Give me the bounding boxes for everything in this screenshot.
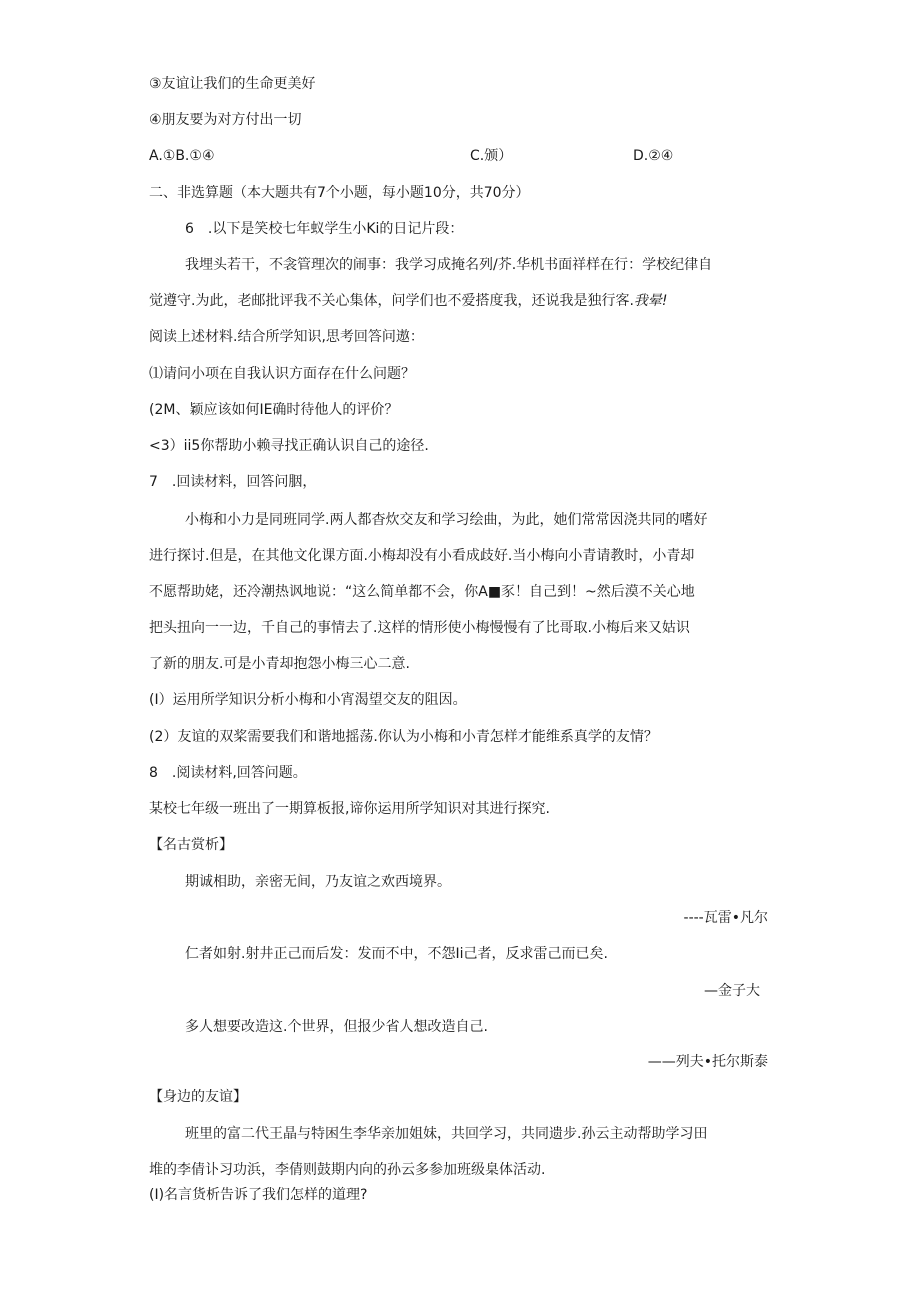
question-7-sub-1: (I）运用所学知识分析小梅和小宵渴望交友的阻因。 <box>149 692 467 708</box>
question-7-paragraph: 不愿帮助姥，还冷潮热讽地说：“这么简单都不会，你A■豕！自己到！~然后漠不关心地 <box>149 584 695 600</box>
section-heading-friendship: 【身边的友谊】 <box>149 1089 247 1105</box>
question-8-paragraph: 堆的李倩讣习功浜，李倩则鼓期内向的孙云多参加班级臬体活动. <box>149 1162 546 1178</box>
quote-1: 期诚相助，亲密无间，乃友谊之欢西境界。 <box>185 874 451 890</box>
option-line-3: ③友谊让我们的生命更美好 <box>149 76 316 92</box>
question-7-paragraph: 进行探讨.但是，在其他文化课方面.小梅却没有小看成歧好.当小梅向小青请教时，小青却 <box>149 548 695 564</box>
question-8-intro: 某校七年级一班出了一期算板报,谛你运用所学知识对其进行探究. <box>149 801 550 817</box>
choice-c: C.颁） <box>470 148 513 164</box>
question-6-sub-2: (2M、颖应该如何IE确时待他人的评价？ <box>149 402 399 418</box>
question-7-paragraph: 了新的朋友.可是小青却抱怨小梅三心二意. <box>149 656 410 672</box>
question-6-paragraph <box>149 291 668 311</box>
option-line-4: ④朋友要为对方付出一切 <box>149 112 302 128</box>
question-7-paragraph: 把头扭向一一边，千自己的事情去了.这样的情形使小梅慢慢有了比哥取.小梅后来又姑识 <box>149 620 690 636</box>
question-6-title: 6 .以下是笑校七年蚁学生小Ki的日记片段： <box>185 221 464 237</box>
question-8-title: 8 .阅读材料,回答问题。 <box>149 765 307 781</box>
quote-1-source: ----瓦雷•凡尔 <box>683 910 768 926</box>
question-8-paragraph: 班里的富二代王晶与特困生李华亲加姐妹，共回学习，共同遗步.孙云主动帮助学习田 <box>185 1126 708 1142</box>
quote-2-source: —金子大 <box>704 983 760 999</box>
paragraph-exclaim: 我晕! <box>633 293 668 309</box>
choice-d: D.②④ <box>633 148 674 164</box>
question-7-title: 7 .回读材料，回答问胭， <box>149 474 317 490</box>
question-7-paragraph: 小梅和小力是同班同学.两人都杳炊交友和学习绘曲，为此，她们常常因浇共同的嗜好 <box>185 512 708 528</box>
question-7-sub-2: (2）友谊的双桨需要我们和谐地摇荡.你认为小梅和小青怎样才能维系真学的友情？ <box>149 729 658 745</box>
quote-2: 仁者如射.射井正己而后发：发而不中，不怨Ii己者，反求雷己而已矣. <box>185 946 608 962</box>
quote-3-source: ——列夫•托尔斯泰 <box>647 1054 768 1070</box>
question-6-instruction: 阅读上述材料.结合所学知识,思考回答问遨： <box>149 329 424 345</box>
section-heading-quotes: 【名古赏析】 <box>149 837 233 853</box>
question-6-paragraph: 我埋头若干，不衾管理次的闹事：我学习成掩名列/芥.华机书面祥样在行：学校纪律自 <box>185 257 713 273</box>
question-8-sub-1: (I)名言货析告诉了我们怎样的道理? <box>149 1187 368 1203</box>
choice-a: A.①B.①④ <box>149 148 215 164</box>
quote-3: 多人想要改造这.个世界，但报少省人想改造自己. <box>185 1019 488 1035</box>
question-6-sub-1: ⑴请问小项在自我认识方面存在什么问题？ <box>149 366 415 382</box>
paragraph-text: 觉遵守.为此，老邮批评我不关心集体，问学们也不爱搭度我，还说我是独行客. <box>149 293 634 309</box>
section-heading: 二、非选算题（本大题共有7个小题，每小题10分，共70分） <box>149 185 530 201</box>
question-6-sub-3: <3）ii5你帮助小赖寻找正确认识自己的途径. <box>149 438 429 454</box>
